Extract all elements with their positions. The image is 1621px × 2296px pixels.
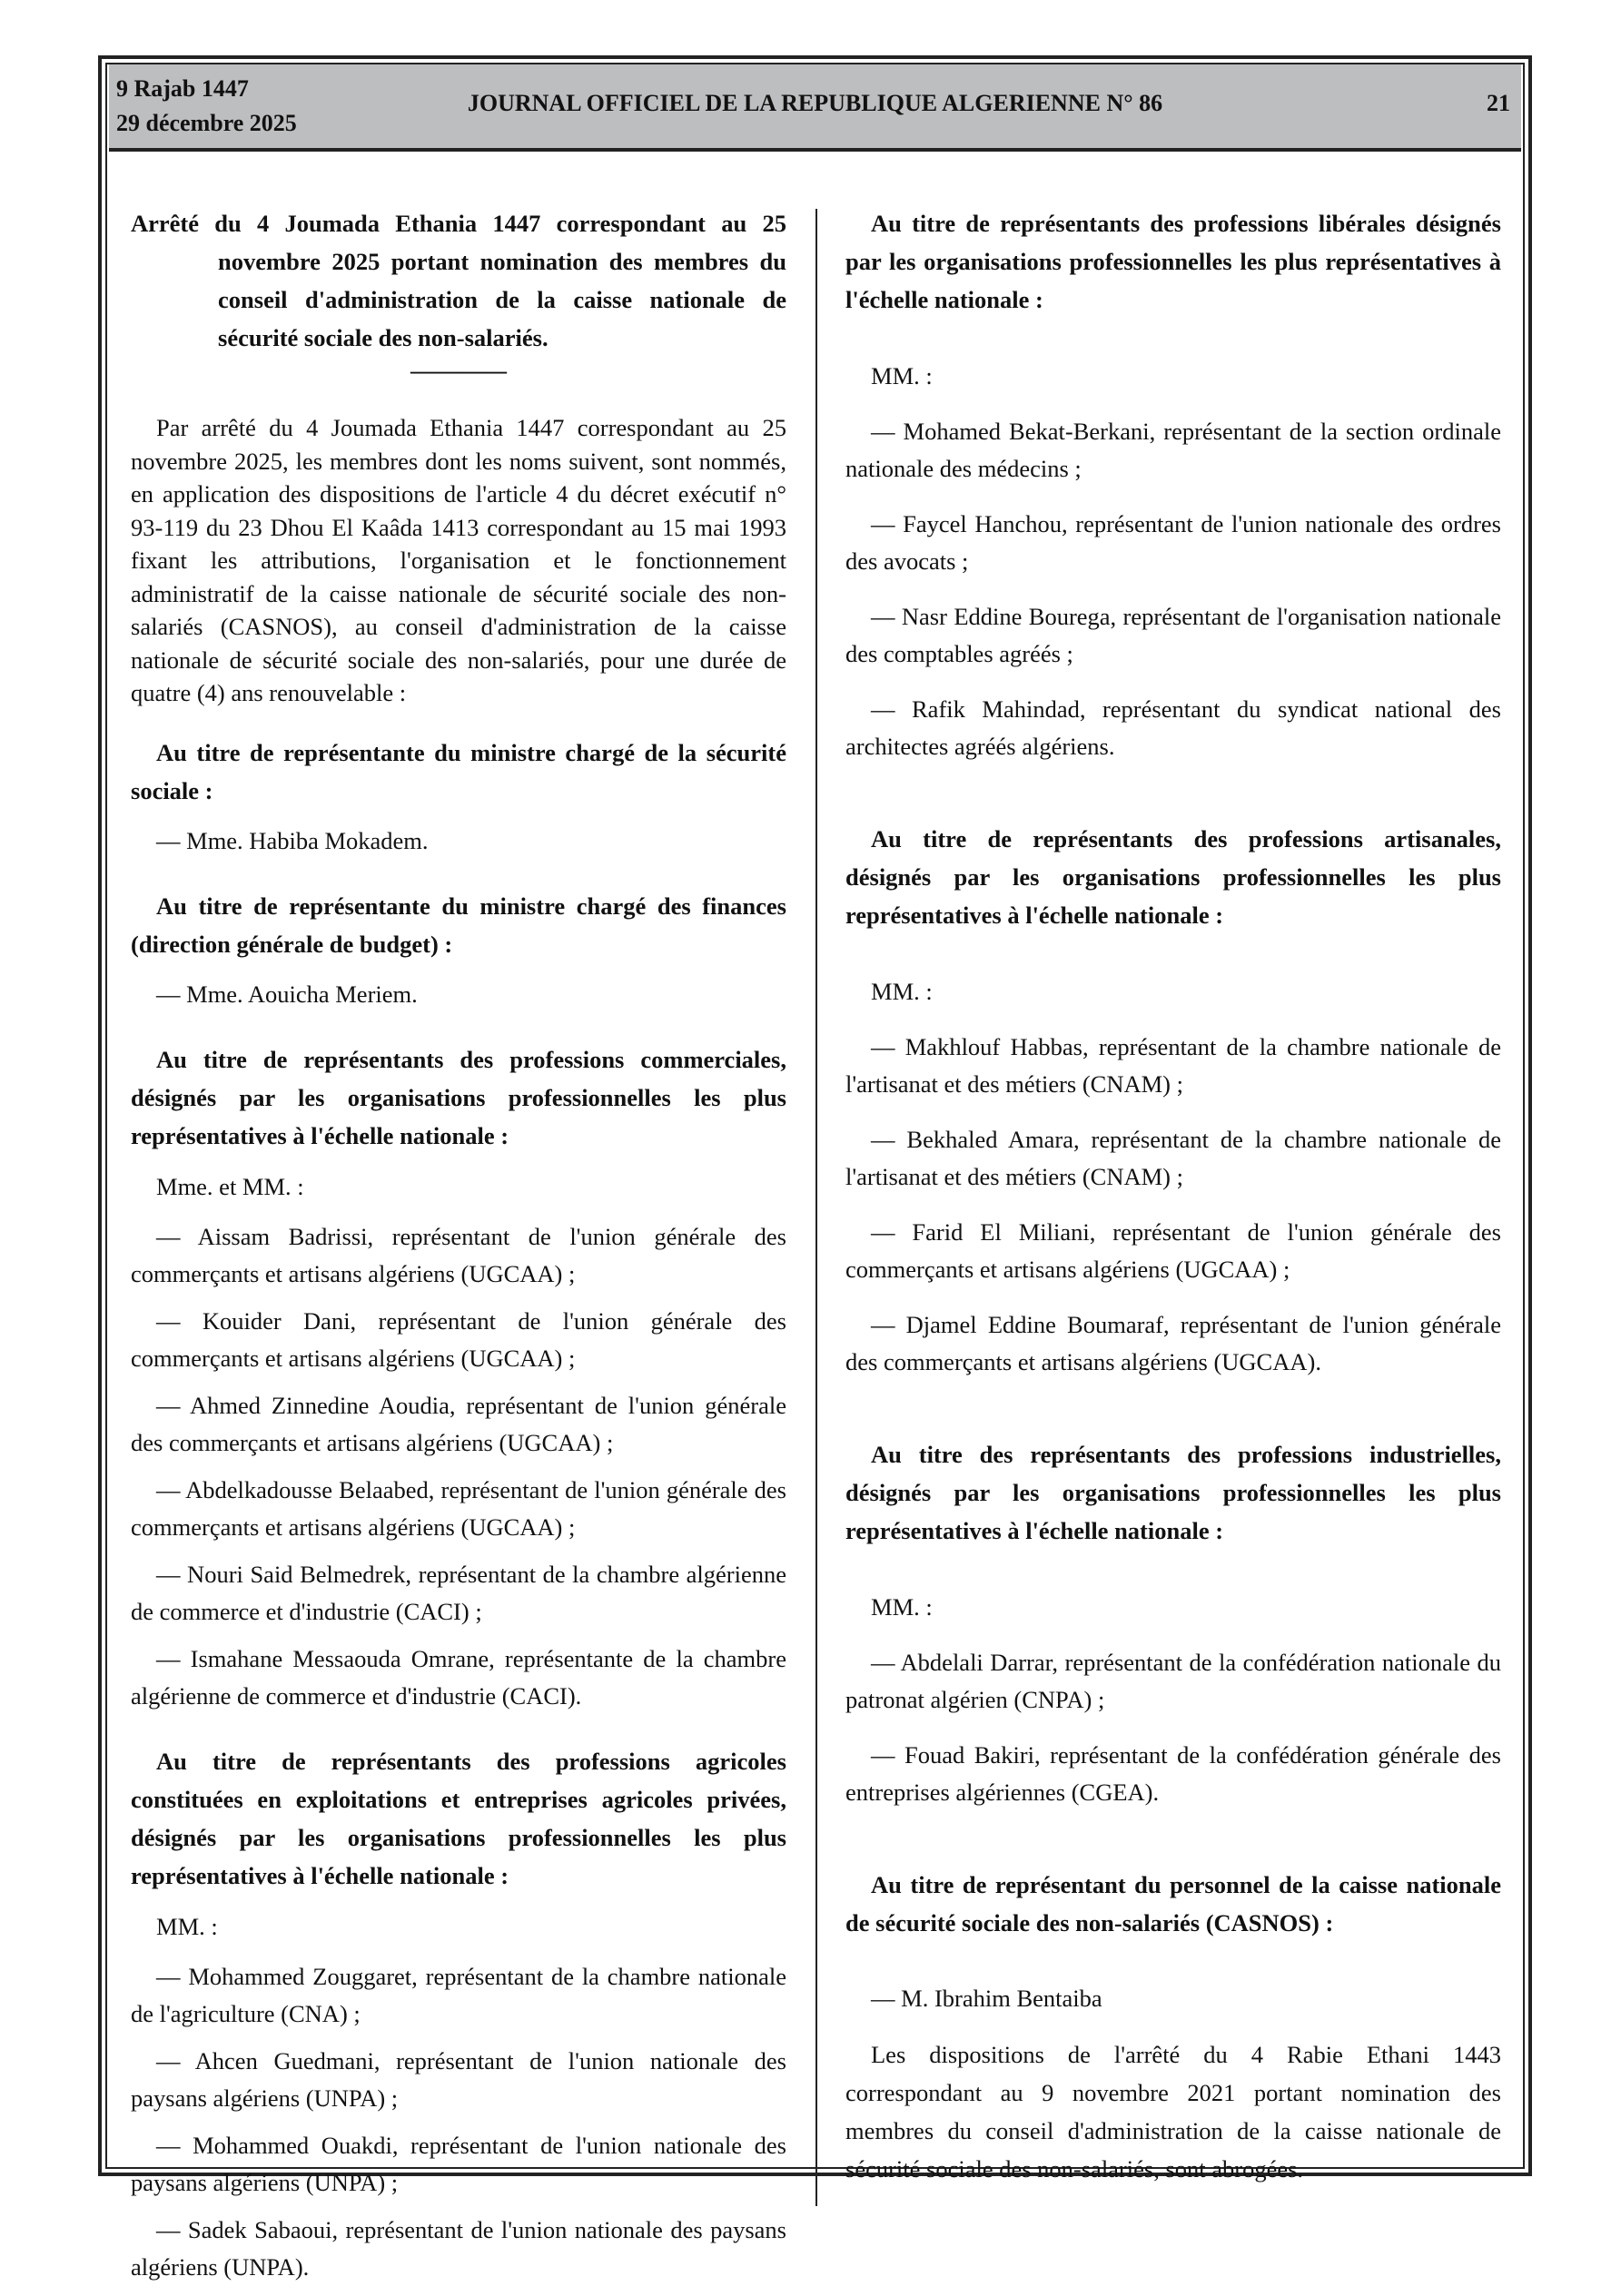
member-entry: — Nouri Said Belmedrek, représentant de la chambre algérienne de commerce et d'industrie (CACI) ;: [131, 1560, 786, 1625]
salutation: MM. :: [871, 362, 933, 389]
journal-header: [109, 64, 1521, 152]
journal-title: JOURNAL OFFICIEL DE LA REPUBLIQUE ALGERIENNE N° 86: [467, 90, 1163, 116]
section-heading: Au titre de représentants des professions agricoles constituées en exploitations et entreprises agricoles privées, désignés par les organisations professionnelles les plus représentatives à l'échelle nationale :: [131, 1747, 786, 1889]
section-heading: Au titre de représentants des professions libérales désignés par les organisations professionnelles les plus représentatives à l'échelle nationale :: [845, 210, 1501, 313]
member-entry: — Bekhaled Amara, représentant de la chambre nationale de l'artisanat et des métiers (CNAM) ;: [845, 1126, 1501, 1190]
gregorian-date: 29 décembre 2025: [116, 110, 297, 136]
member-entry: — Ismahane Messaouda Omrane, représentante de la chambre algérienne de commerce et d'industrie (CACI).: [131, 1644, 786, 1710]
member-entry: — Makhlouf Habbas, représentant de la chambre nationale de l'artisanat et des métiers (CNAM) ;: [845, 1033, 1501, 1098]
member-entry: — Djamel Eddine Boumaraf, représentant de l'union générale des commerçants et artisans algériens (UGCAA).: [845, 1311, 1501, 1375]
salutation: Mme. et MM. :: [156, 1172, 304, 1200]
member-entry: — Aissam Badrissi, représentant de l'union générale des commerçants et artisans algériens (UGCAA) ;: [131, 1222, 786, 1287]
member-entry: — M. Ibrahim Bentaiba: [871, 1985, 1102, 2012]
member-entry: — Mohamed Bekat-Berkani, représentant de la section ordinale nationale des médecins ;: [845, 418, 1501, 482]
member-entry: — Faycel Hanchou, représentant de l'union nationale des ordres des avocats ;: [845, 510, 1501, 575]
member-entry: — Sadek Sabaoui, représentant de l'union nationale des paysans algériens (UNPA).: [131, 2215, 786, 2281]
member-entry: — Nasr Eddine Bourega, représentant de l'organisation nationale des comptables agréés ;: [845, 603, 1501, 667]
member-entry: — Abdelali Darrar, représentant de la confédération nationale du patronat algérien (CNPA) ;: [845, 1649, 1501, 1713]
member-entry: — Mme. Aouicha Meriem.: [156, 980, 418, 1008]
salutation: MM. :: [156, 1912, 218, 1940]
section-heading: Au titre des représentants des professions industrielles, désignés par les organisations professionnelles les plus représentatives à l'échelle nationale :: [845, 1441, 1501, 1544]
page-frame: [98, 55, 1532, 2281]
section-heading: Au titre de représentant du personnel de la caisse nationale de sécurité sociale des non-salariés (CASNOS) :: [845, 1871, 1501, 1936]
member-entry: — Kouider Dani, représentant de l'union générale des commerçants et artisans algériens (UGCAA) ;: [131, 1306, 786, 1372]
member-entry: — Farid El Miliani, représentant de l'union générale des commerçants et artisans algériens (UGCAA) ;: [845, 1218, 1501, 1283]
title-separator: ————: [410, 357, 507, 384]
member-entry: — Fouad Bakiri, représentant de la confédération générale des entreprises algériennes (CGEA).: [845, 1741, 1501, 1806]
left-column: [131, 204, 786, 2296]
member-entry: — Ahcen Guedmani, représentant de l'union nationale des paysans algériens (UNPA) ;: [131, 2046, 786, 2112]
page-number: 21: [1487, 90, 1510, 116]
section-heading: Au titre de représentante du ministre chargé de la sécurité sociale :: [131, 738, 786, 804]
member-entry: — Rafik Mahindad, représentant du syndicat national des architectes agréés algériens.: [845, 695, 1501, 760]
right-column: [845, 204, 1501, 2188]
member-entry: — Mohammed Ouakdi, représentant de l'union nationale des paysans algériens (UNPA) ;: [131, 2131, 786, 2196]
decree-title: Arrêté du 4 Joumada Ethania 1447 correspondant au 25 novembre 2025 portant nomination des membres du conseil d'administration de la caisse nationale de sécurité sociale des non-salariés.: [131, 210, 786, 351]
member-entry: — Abdelkadousse Belaabed, représentant de l'union générale des commerçants et artisans algériens (UGCAA) ;: [131, 1475, 786, 1541]
member-entry: — Mohammed Zouggaret, représentant de la chambre nationale de l'agriculture (CNA) ;: [131, 1962, 786, 2027]
section-heading: Au titre de représentante du ministre chargé des finances (direction générale de budget) :: [131, 892, 786, 958]
column-divider: [815, 209, 817, 2206]
hijri-date: 9 Rajab 1447: [116, 75, 249, 102]
section-heading: Au titre de représentants des professions artisanales, désignés par les organisations professionnelles les plus représentatives à l'échelle nationale :: [845, 825, 1501, 929]
salutation: MM. :: [871, 978, 933, 1005]
section-heading: Au titre de représentants des professions commerciales, désignés par les organisations professionnelles les plus représentatives à l'échelle nationale :: [131, 1045, 786, 1149]
salutation: MM. :: [871, 1593, 933, 1621]
member-entry: — Ahmed Zinnedine Aoudia, représentant de l'union générale des commerçants et artisans algériens (UGCAA) ;: [131, 1391, 786, 1456]
closing-paragraph: Les dispositions de l'arrêté du 4 Rabie Ethani 1443 correspondant au 9 novembre 2021 portant nomination des membres du conseil d'administration de la caisse nationale de sécurité sociale des non-salariés, sont abrogées.: [845, 2041, 1501, 2183]
decree-paragraph: Par arrêté du 4 Joumada Ethania 1447 correspondant au 25 novembre 2025, les membres dont les noms suivent, sont nommés, en application des dispositions de l'article 4 du décret exécutif n° 93-119 du 23 Dhou El Kaâda 1413 correspondant au 15 mai 1993 fixant les attributions, l'organisation et le fonctionnement administratif de la caisse nationale de sécurité sociale des non-salariés (CASNOS), au conseil d'administration de la caisse nationale de sécurité sociale des non-salariés, pour une durée de quatre (4) ans renouvelable :: [131, 414, 786, 706]
member-entry: — Mme. Habiba Mokadem.: [156, 826, 429, 854]
